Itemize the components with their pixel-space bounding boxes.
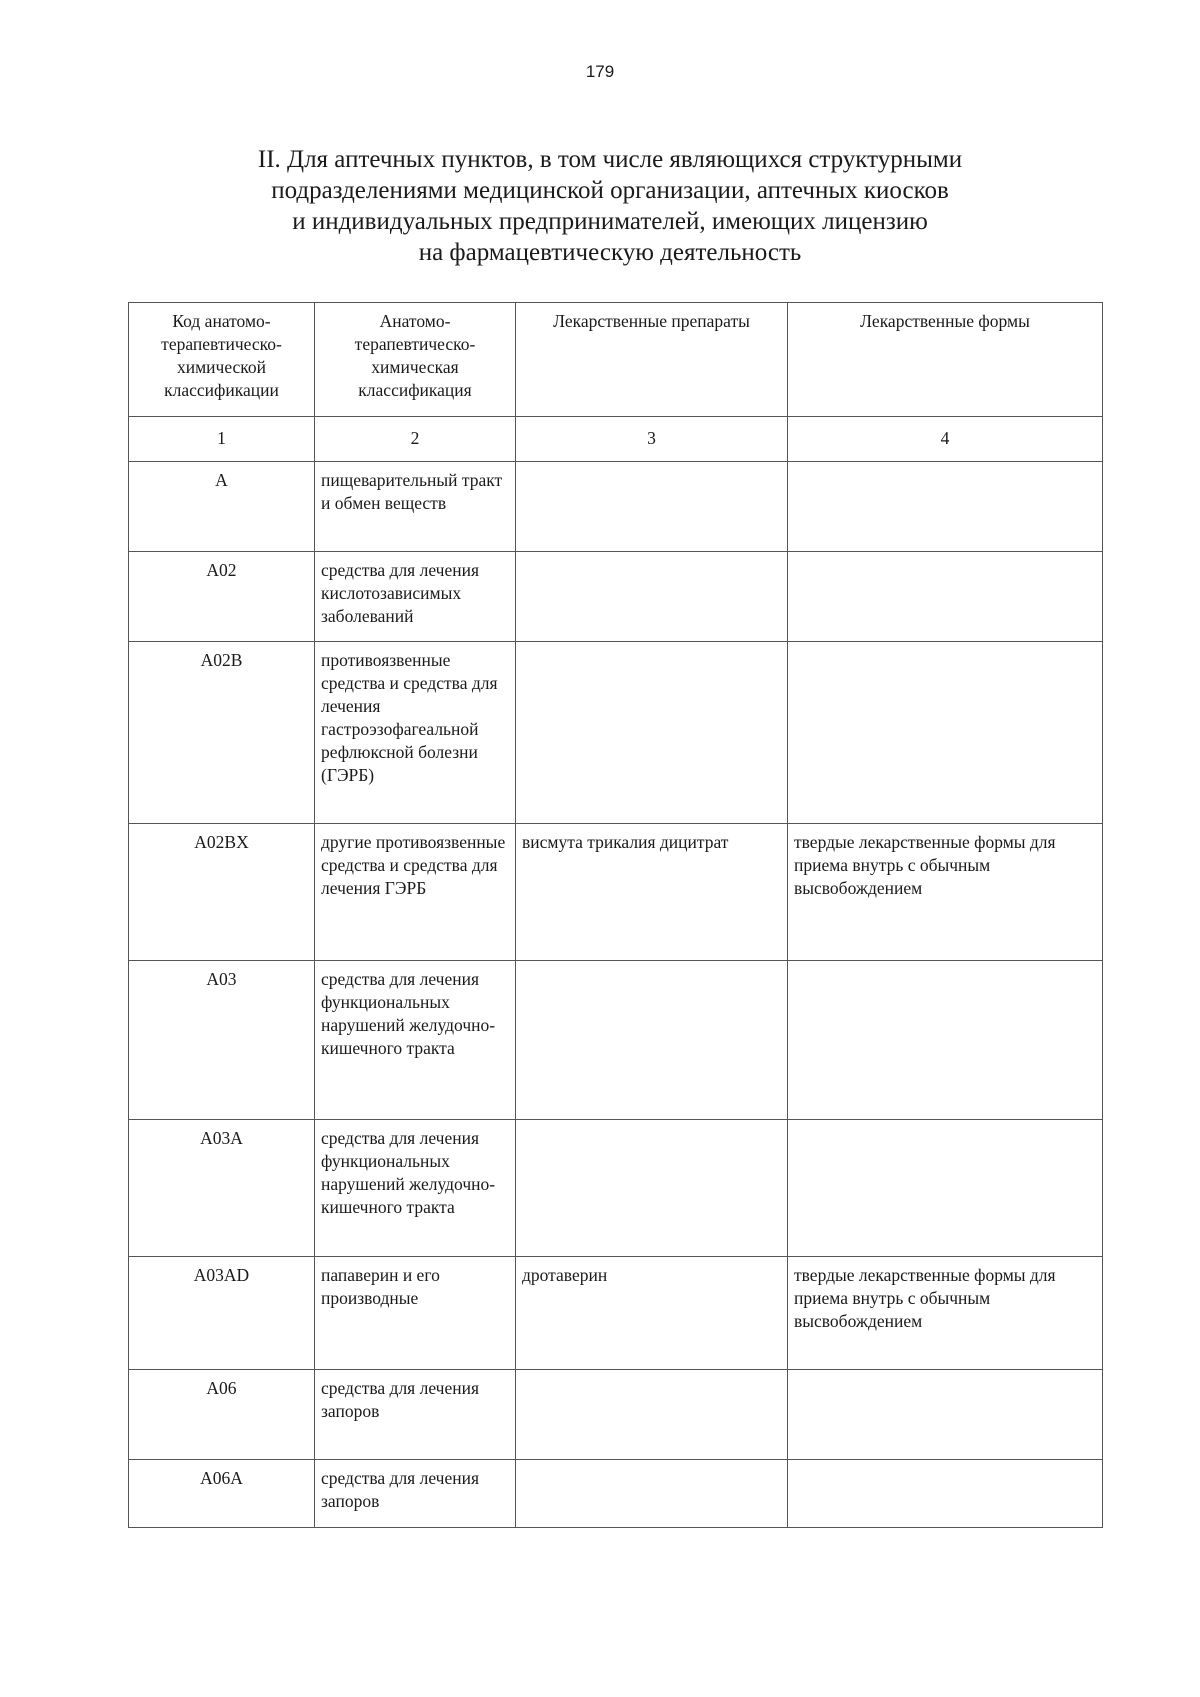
atc-code-cell: A02: [129, 552, 315, 642]
dosage-form-cell: [788, 1370, 1103, 1460]
atc-class-cell: средства для лечения запоров: [315, 1460, 516, 1528]
dosage-form-cell: твердые лекарственные формы для приема внутрь с обычным высвобождением: [788, 1257, 1103, 1370]
heading-line: II. Для аптечных пунктов, в том числе являющихся структурными: [257, 146, 963, 173]
heading-line: подразделениями медицинской организации, аптечных киосков: [271, 177, 949, 204]
drug-cell: дротаверин: [516, 1257, 788, 1370]
header-dosage-forms: Лекарственные формы: [788, 303, 1103, 417]
column-number: 3: [516, 417, 788, 462]
table-row: [129, 1257, 1103, 1370]
atc-class-cell: средства для лечения функциональных нарушений желудочно-кишечного тракта: [315, 961, 516, 1120]
dosage-form-cell: [788, 1120, 1103, 1257]
drug-cell: [516, 462, 788, 552]
drug-cell: [516, 1120, 788, 1257]
drug-cell: [516, 642, 788, 824]
drug-cell: [516, 961, 788, 1120]
column-number: 4: [788, 417, 1103, 462]
table-row: [129, 1370, 1103, 1460]
header-atc-code: Код анатомо-терапевтическо-химической классификации: [129, 303, 315, 417]
table-row: [129, 824, 1103, 961]
atc-class-cell: противоязвенные средства и средства для лечения гастроэзофагеальной рефлюксной болезни (ГЭРБ): [315, 642, 516, 824]
atc-class-cell: средства для лечения запоров: [315, 1370, 516, 1460]
column-number: 2: [315, 417, 516, 462]
column-number: 1: [129, 417, 315, 462]
table-header-row: [129, 303, 1103, 417]
section-heading: [150, 144, 1070, 268]
heading-line: на фармацевтическую деятельность: [418, 239, 802, 266]
drug-cell: висмута трикалия дицитрат: [516, 824, 788, 961]
dosage-form-cell: [788, 1460, 1103, 1528]
page-number: 179: [585, 62, 615, 81]
table-row: [129, 462, 1103, 552]
drug-cell: [516, 1460, 788, 1528]
header-atc-classification: Анатомо-терапевтическо-химическая классификация: [315, 303, 516, 417]
table-row: [129, 552, 1103, 642]
table-row: [129, 961, 1103, 1120]
atc-code-cell: A06A: [129, 1460, 315, 1528]
column-number-row: [129, 417, 1103, 462]
atc-code-cell: A03A: [129, 1120, 315, 1257]
atc-code-cell: A03AD: [129, 1257, 315, 1370]
heading-line: и индивидуальных предпринимателей, имеющих лицензию: [292, 208, 928, 235]
atc-class-cell: папаверин и его производные: [315, 1257, 516, 1370]
table-row: [129, 1120, 1103, 1257]
table-row: [129, 642, 1103, 824]
atc-class-cell: другие противоязвенные средства и средства для лечения ГЭРБ: [315, 824, 516, 961]
dosage-form-cell: [788, 961, 1103, 1120]
dosage-form-cell: [788, 462, 1103, 552]
atc-code-cell: A: [129, 462, 315, 552]
atc-code-cell: A02B: [129, 642, 315, 824]
drug-cell: [516, 1370, 788, 1460]
atc-code-cell: A02BX: [129, 824, 315, 961]
dosage-form-cell: [788, 642, 1103, 824]
drug-cell: [516, 552, 788, 642]
atc-class-cell: средства для лечения кислотозависимых заболеваний: [315, 552, 516, 642]
header-drugs: Лекарственные препараты: [516, 303, 788, 417]
atc-class-cell: пищеварительный тракт и обмен веществ: [315, 462, 516, 552]
atc-code-cell: A06: [129, 1370, 315, 1460]
atc-code-cell: A03: [129, 961, 315, 1120]
table-row: [129, 1460, 1103, 1528]
dosage-form-cell: [788, 552, 1103, 642]
drug-list-table: [128, 302, 1103, 1528]
atc-class-cell: средства для лечения функциональных нарушений желудочно-кишечного тракта: [315, 1120, 516, 1257]
dosage-form-cell: твердые лекарственные формы для приема внутрь с обычным высвобождением: [788, 824, 1103, 961]
